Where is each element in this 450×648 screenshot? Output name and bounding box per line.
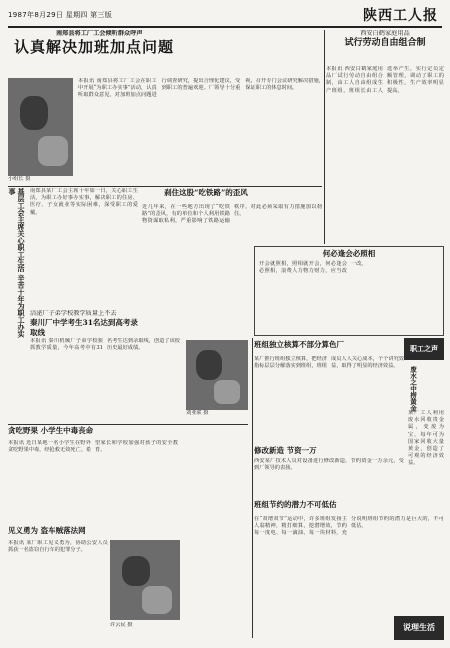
lead-photo-caption: 小组长 摄 — [8, 176, 31, 182]
verse-title: 何必逢会必照相 — [322, 249, 376, 258]
bottom-photo — [110, 540, 180, 620]
lead-headline-block — [8, 30, 320, 75]
exam-body: 本报讯 秦川机械厂子弟学校狠抓教学质量，今年高考中有31名考生达到录取线，创造了该校历史最好成绩。 — [30, 338, 180, 352]
potential-body: 在“双增双节”运动中，许多班组发扬主人翁精神，精打细算，挖潜增效，节约每一度电、每一滴油、每一块材料，充分说明班组节约的潜力是巨大的，不可低估。 — [254, 516, 444, 537]
lead-kicker: 南郑县将工厂工会倾听群众呼声 — [56, 30, 143, 37]
saving-body: 西安某厂技术人员对设备进行修改新造，节约资金一万余元，受到厂领导的表扬。 — [254, 458, 404, 472]
lead-photo — [8, 78, 73, 176]
exam-kicker: 涪泌厂子弟学校教学质量上不去 — [30, 310, 117, 317]
column-badge: 职工之声 — [404, 338, 444, 360]
railway-headline: 刹住这股“吃铁路”的歪风 — [164, 188, 248, 197]
exam-headline-block — [30, 310, 140, 336]
exam-title: 秦川厂中学考生31名达到高考录取线 — [30, 318, 138, 336]
trial-title: 试行劳动自由组合制 — [344, 38, 426, 48]
bottom-left-headline-2: 见义勇为 盗车贼落法网 — [8, 526, 86, 535]
right-column-body: 某厂工人利用废水回收贵金属，变废为宝，每年可为国家回收大量黄金，创造了可观的经济效益。 — [408, 410, 444, 467]
verse-box — [254, 246, 444, 336]
vertical-story-body: 南郑县某厂工会主席十年如一日，关心职工生活，为职工办好事办实事，解决职工的住房、医疗、子女就业等实际困难，深受职工的爱戴。 — [30, 188, 138, 216]
life-badge: 说理生活 — [394, 616, 444, 640]
page-header — [8, 4, 442, 28]
lead-title: 认真解决加班加点问题 — [14, 38, 175, 56]
right-column-title: 废水之中捞黄金 — [409, 366, 417, 412]
middle-photo-caption: 刘亚联 摄 — [186, 410, 209, 416]
overtime-body: 某厂推行班组独立核算，把经济指标层层分解落实到班组，班组成员人人关心成本，个个讲究效益，取得了明显的经济效益。 — [254, 356, 404, 370]
bottom-left-body-1: 本报讯 近日某地一名小学生在野外贪吃野果中毒，经抢救无效死亡。希望家长和学校加强对孩子的安全教育。 — [8, 440, 178, 454]
rule-1 — [8, 186, 322, 187]
bottom-left-body-2: 本报讯 某厂职工见义勇为，协助公安人员抓获一名盗窃自行车的犯罪分子。 — [8, 540, 108, 554]
overtime-headline: 班组独立核算不部分算色厂 — [254, 340, 344, 349]
rule-4 — [252, 338, 253, 638]
bottom-left-headline-1: 贪吃野果 小学生中毒丧命 — [8, 426, 94, 435]
rule-2 — [324, 30, 325, 244]
potential-headline: 班组节约的潜力不可低估 — [254, 500, 337, 509]
verse-body: 开会就照相，照相就开会，何必逢会必照相，浪费人力物力财力，应当改一改。 — [259, 261, 367, 275]
trial-body: 本报讯 西安白鹤家庭用品厂试行劳动自由组合制，由工人自由组成生产班组，班组长由工人选举产生，实行定员定额管理，调动了职工的积极性，生产效率明显提高。 — [326, 66, 444, 94]
trial-headline-block — [326, 30, 444, 64]
vertical-story-title: 基层工会主席关心职工生活 辛苦十年为职工办实事 — [8, 188, 26, 338]
masthead: 陕西工人报 — [363, 8, 438, 24]
saving-headline: 修改新造 节资一万 — [254, 446, 317, 455]
middle-photo — [186, 340, 248, 410]
trial-kicker: 西安白鹤家庭用品 — [360, 30, 410, 37]
railway-body: 近几年来，在一些地方出现了“吃铁路”的歪风，有的单位和个人利用铁路物资谋取私利，严重影响了铁路运输秩序。对此必须采取有力措施加以刹住。 — [142, 204, 322, 225]
lead-body: 本报讯 南郑县将工厂工会在职工中开展“为职工办实事”活动，认真听取群众意见，对加班加点问题进行调查研究，提出合理化建议，受到职工的普遍欢迎。厂领导十分重视，召开专门会议研究解决措施，保证职工的休息时间。 — [78, 78, 324, 99]
bottom-photo-caption: 许云民 摄 — [110, 622, 133, 628]
rule-3 — [8, 424, 248, 425]
issue-date: 1987年8月29日 星期四 第三版 — [8, 11, 113, 19]
